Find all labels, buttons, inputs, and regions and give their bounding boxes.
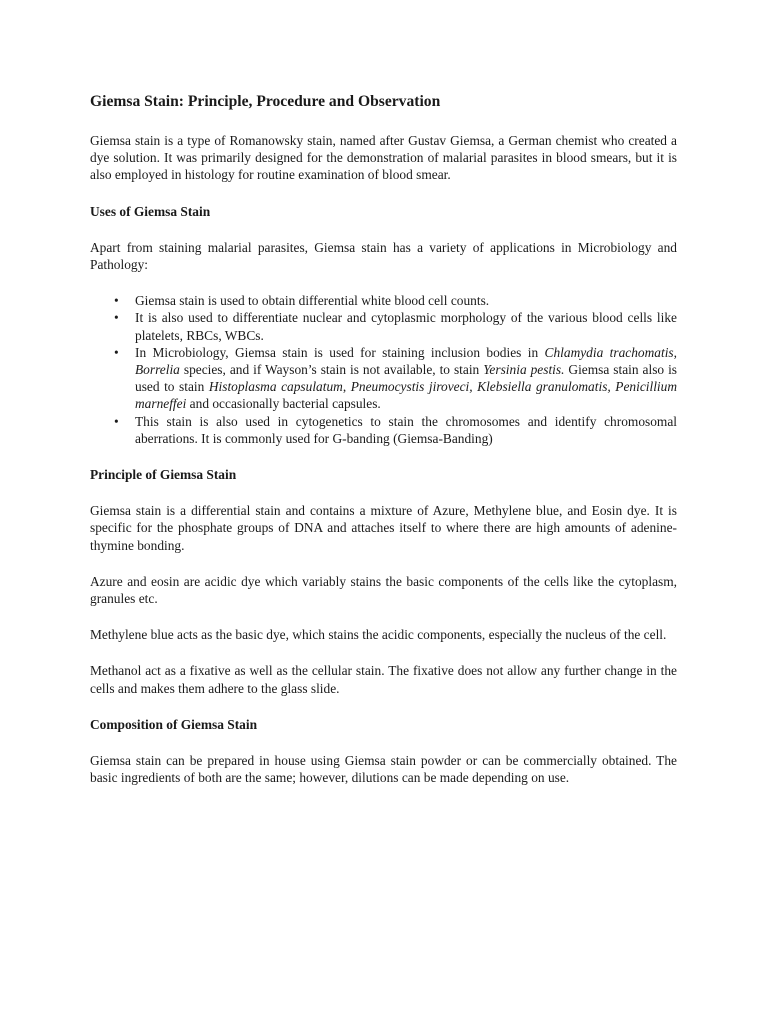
principle-heading: Principle of Giemsa Stain: [90, 467, 237, 483]
list-item: • This stain is also used in cytogenetics to stain the chromosomes and identify chromosomal aberrations. It is commonly used for G-banding (Giemsa-Banding): [90, 413, 677, 447]
list-item: • Giemsa stain is used to obtain differential white blood cell counts.: [90, 292, 677, 309]
text-run: ,: [342, 379, 351, 395]
text-run: and occasionally bacterial capsules.: [186, 396, 381, 412]
organism-name: Borrelia: [135, 362, 180, 378]
intro-paragraph: Giemsa stain is a type of Romanowsky stain, named after Gustav Giemsa, a German chemist who created a dye solution. It was primarily designed for the demonstration of malarial parasites in blood smears, but it is also employed in histology for routine examination of blood smear.: [90, 133, 677, 183]
uses-intro: Apart from staining malarial parasites, Giemsa stain has a variety of applications in Microbiology and Pathology:: [90, 239, 677, 273]
principle-paragraph: Methylene blue acts as the basic dye, which stains the acidic components, especially the nucleus of the cell.: [90, 627, 667, 643]
organism-name: Histoplasma capsulatum: [208, 379, 343, 395]
text-run: Giemsa stain also is used to stain: [135, 362, 677, 395]
document-page: [90, 92, 677, 805]
text-run: In Microbiology, Giemsa stain is used for staining inclusion bodies in: [135, 344, 545, 360]
list-item: • It is also used to differentiate nuclear and cytoplasmic morphology of the various blood cells like platelets, RBCs, WBCs.: [90, 309, 677, 343]
principle-paragraph: Azure and eosin are acidic dye which variably stains the basic components of the cells like the cytoplasm, granules etc.: [90, 573, 677, 607]
principle-paragraph: Methanol act as a fixative as well as the cellular stain. The fixative does not allow any further change in the cells and makes them adhere to the glass slide.: [90, 663, 677, 696]
text-run: ,: [673, 344, 678, 360]
uses-list: [90, 292, 677, 447]
organism-name: Chlamydia trachomatis: [544, 344, 674, 360]
composition-heading: Composition of Giemsa Stain: [90, 716, 258, 732]
text-run: species, and if Wayson’s stain is not available, to stain: [179, 362, 484, 378]
uses-heading: Uses of Giemsa Stain: [90, 203, 211, 219]
principle-paragraph: Giemsa stain is a differential stain and contains a mixture of Azure, Methylene blue, and Eosin dye. It is specific for the phosphate groups of DNA and attaches itself to where there are high amounts of adenine-thymine bonding.: [90, 503, 677, 553]
document-title: Giemsa Stain: Principle, Procedure and Observation: [90, 93, 441, 110]
composition-paragraph: Giemsa stain can be prepared in house using Giemsa stain powder or can be commercially obtained. The basic ingredients of both are the same; however, dilutions can be made depending on use.: [90, 753, 677, 786]
organism-name: Pneumocystis jiroveci, Klebsiella granulomatis, Penicillium marneffei: [135, 379, 678, 412]
organism-name: Yersinia pestis.: [483, 362, 565, 378]
list-item: [90, 344, 677, 413]
